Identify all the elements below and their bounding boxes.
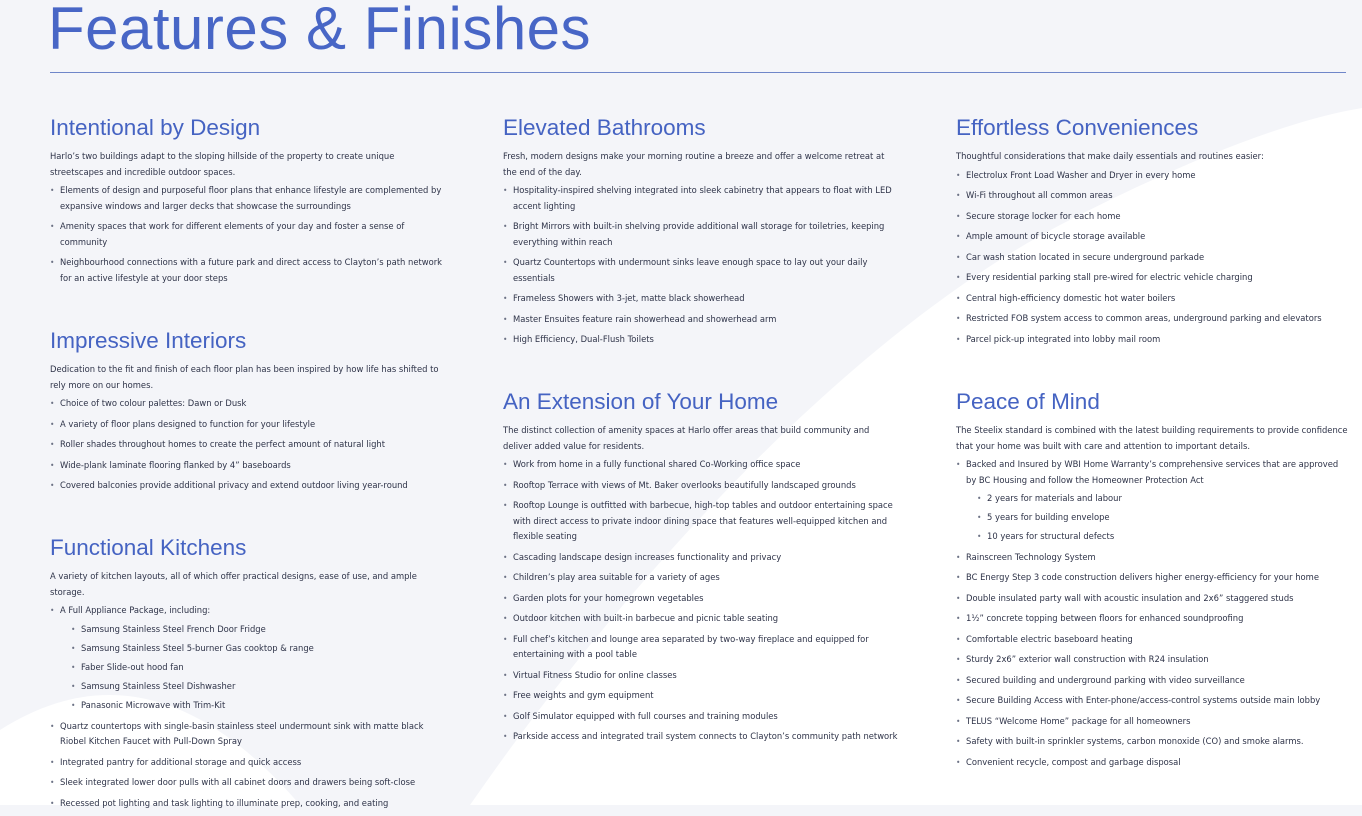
feature-item (503, 498, 898, 545)
feature-item (50, 478, 445, 494)
feature-item (50, 458, 445, 474)
feature-item (503, 312, 893, 328)
feature-item (503, 668, 898, 684)
feature-item-text: Master Ensuites feature rain showerhead and showerhead arm (513, 313, 777, 324)
feature-item-text: Electrolux Front Load Washer and Dryer in every home (966, 169, 1196, 180)
feature-item (50, 719, 450, 750)
feature-item-text: 1½” concrete topping between floors for enhanced soundproofing (966, 613, 1244, 624)
feature-item (50, 775, 450, 791)
feature-item (503, 478, 898, 494)
feature-item-text: Hospitality-inspired shelving integrated into sleek cabinetry that appears to float with LED accent lighting (513, 185, 892, 211)
feature-item (50, 796, 450, 812)
feature-list (956, 457, 1351, 770)
feature-subitem: • 10 years for structural defects (977, 529, 1351, 545)
section-effortless-conveniences (956, 113, 1351, 352)
title-divider (50, 72, 1346, 73)
section-elevated-bathrooms (503, 113, 893, 353)
feature-item (956, 693, 1351, 709)
feature-item (956, 632, 1351, 648)
feature-list (503, 457, 898, 745)
section-impressive-interiors (50, 326, 445, 499)
feature-item (503, 688, 898, 704)
feature-subitem: • Samsung Stainless Steel 5-burner Gas cooktop & range (71, 641, 450, 657)
feature-item (50, 183, 445, 214)
feature-item-text: Central high-efficiency domestic hot water boilers (966, 292, 1176, 303)
feature-item-text: Wi-Fi throughout all common areas (966, 190, 1113, 200)
feature-item (956, 229, 1351, 245)
feature-list (50, 396, 445, 494)
feature-list (50, 603, 450, 811)
feature-item (50, 417, 445, 433)
feature-item-text: Amenity spaces that work for different elements of your day and foster a sense of community (60, 221, 405, 247)
feature-item-text: Sleek integrated lower door pulls with all cabinet doors and drawers being soft-close (60, 777, 416, 788)
feature-item (956, 652, 1351, 668)
section-heading: Elevated Bathrooms (503, 115, 706, 140)
feature-item-text: Sturdy 2x6” exterior wall construction with R24 insulation (966, 654, 1209, 665)
feature-item (50, 603, 450, 714)
feature-item (503, 550, 898, 566)
feature-item-text: Integrated pantry for additional storage and quick access (60, 756, 302, 767)
feature-item-text: Recessed pot lighting and task lighting to illuminate prep, cooking, and eating (60, 797, 389, 808)
feature-item-text: TELUS “Welcome Home” package for all homeowners (966, 715, 1191, 726)
feature-item-text: A Full Appliance Package, including: (60, 605, 211, 615)
feature-item-text: Restricted FOB system access to common areas, underground parking and elevators (966, 313, 1322, 323)
feature-item (956, 734, 1351, 750)
feature-item (956, 755, 1351, 771)
section-peace-of-mind (956, 387, 1351, 775)
feature-item-text: Golf Simulator equipped with full courses and training modules (513, 710, 778, 721)
section-heading: Peace of Mind (956, 389, 1100, 414)
feature-item (956, 209, 1351, 225)
feature-item-text: Work from home in a fully functional shared Co-Working office space (513, 459, 801, 469)
feature-item (503, 183, 893, 214)
feature-item-text: Secure storage locker for each home (966, 210, 1121, 221)
feature-item-text: Garden plots for your homegrown vegetables (513, 592, 704, 603)
feature-list (50, 183, 445, 286)
feature-item (50, 255, 445, 286)
section-intro: A variety of kitchen layouts, all of which offer practical designs, ease of use, and ample storage. (50, 571, 417, 597)
feature-item (50, 396, 445, 412)
feature-item (50, 755, 450, 771)
feature-item-text: Choice of two colour palettes: Dawn or Dusk (60, 398, 247, 408)
feature-list (956, 168, 1351, 348)
feature-item-text: Free weights and gym equipment (513, 690, 654, 700)
feature-item (956, 311, 1351, 327)
feature-item-text: Rooftop Terrace with views of Mt. Baker overlooks beautifully landscaped grounds (513, 479, 856, 490)
feature-item (956, 457, 1351, 545)
section-heading: Effortless Conveniences (956, 115, 1199, 140)
feature-item (956, 270, 1351, 286)
feature-item-text: Outdoor kitchen with built-in barbecue and picnic table seating (513, 613, 779, 623)
feature-item (503, 457, 898, 473)
feature-item (503, 709, 898, 725)
feature-item-text: Convenient recycle, compost and garbage disposal (966, 756, 1181, 767)
feature-item (956, 611, 1351, 627)
feature-item (956, 714, 1351, 730)
feature-item (956, 188, 1351, 204)
feature-item (503, 632, 898, 663)
feature-item (956, 673, 1351, 689)
feature-sublist (966, 491, 1351, 545)
feature-item-text: Cascading landscape design increases functionality and privacy (513, 551, 782, 562)
section-heading: An Extension of Your Home (503, 389, 779, 414)
feature-item-text: Ample amount of bicycle storage available (966, 231, 1146, 241)
feature-item-text: Safety with built-in sprinkler systems, carbon monoxide (CO) and smoke alarms. (966, 736, 1304, 747)
feature-item-text: Parcel pick-up integrated into lobby mail room (966, 333, 1161, 344)
section-functional-kitchens (50, 533, 450, 816)
feature-item-text: Backed and Insured by WBI Home Warranty’s comprehensive services that are approved by BC Housing and follow the Homeowner Protection Act (966, 459, 1339, 485)
feature-item-text: Frameless Showers with 3-jet, matte black showerhead (513, 293, 745, 303)
feature-item (956, 332, 1351, 348)
section-heading: Functional Kitchens (50, 535, 247, 560)
feature-item-text: Rooftop Lounge is outfitted with barbecue, high-top tables and outdoor entertaining space with direct access to private indoor dining space that features well-equipped kitchen and flexible seating (513, 500, 893, 541)
feature-item-text: High Efficiency, Dual-Flush Toilets (513, 334, 654, 344)
section-extension-of-your-home (503, 387, 898, 750)
feature-item-text: Children’s play area suitable for a variety of ages (513, 572, 720, 582)
feature-item (503, 219, 893, 250)
feature-item-text: Full chef’s kitchen and lounge area separated by two-way fireplace and equipped for entertaining with a pool table (513, 633, 869, 659)
feature-item-text: Neighbourhood connections with a future park and direct access to Clayton’s path network for an active lifestyle at your door steps (60, 257, 443, 283)
page-title: Features & Finishes (48, 0, 592, 62)
feature-item-text: Quartz Countertops with undermount sinks leave enough space to lay out your daily essentials (513, 257, 868, 283)
feature-item (503, 729, 898, 745)
feature-item-text: Quartz countertops with single-basin stainless steel undermount sink with matte black Riobel Kitchen Faucet with Pull-Down Spray (60, 720, 424, 747)
feature-item (956, 168, 1351, 184)
feature-item-text: Car wash station located in secure underground parkade (966, 251, 1205, 262)
feature-item-text: Roller shades throughout homes to create the perfect amount of natural light (60, 439, 385, 449)
feature-item (956, 250, 1351, 266)
feature-item-text: Secured building and underground parking with video surveillance (966, 674, 1245, 685)
feature-subitem: • Samsung Stainless Steel French Door Fridge (71, 622, 450, 638)
feature-item (956, 591, 1351, 607)
feature-item (503, 255, 893, 286)
feature-item (503, 570, 898, 586)
feature-item-text: Rainscreen Technology System (966, 551, 1096, 562)
feature-item-text: Parkside access and integrated trail system connects to Clayton’s community path network (513, 731, 898, 741)
feature-subitem: • Samsung Stainless Steel Dishwasher (71, 679, 450, 695)
feature-subitem: • 5 years for building envelope (977, 510, 1351, 526)
feature-item (956, 570, 1351, 586)
feature-item-text: Covered balconies provide additional privacy and extend outdoor living year-round (60, 480, 408, 490)
section-heading: Impressive Interiors (50, 328, 247, 353)
feature-item (503, 332, 893, 348)
feature-item-text: Elements of design and purposeful floor plans that enhance lifestyle are complemented by expansive windows and larger decks that showcase the surroundings (60, 185, 442, 211)
feature-item (956, 550, 1351, 566)
section-intro: Harlo’s two buildings adapt to the sloping hillside of the property to create unique streetscapes and incredible outdoor spaces. (50, 151, 395, 177)
section-intentional-by-design (50, 113, 445, 291)
section-intro: The distinct collection of amenity spaces at Harlo offer areas that build community and deliver added value for residents. (503, 425, 870, 451)
feature-item (50, 437, 445, 453)
feature-item (503, 611, 898, 627)
feature-item-text: Virtual Fitness Studio for online classes (513, 669, 677, 680)
feature-item-text: BC Energy Step 3 code construction delivers higher energy-efficiency for your home (966, 572, 1319, 583)
feature-subitem: • 2 years for materials and labour (977, 491, 1351, 507)
feature-item-text: Bright Mirrors with built-in shelving provide additional wall storage for toiletries, keeping everything within reach (513, 221, 885, 247)
feature-item (503, 291, 893, 307)
feature-item-text: A variety of floor plans designed to function for your lifestyle (60, 418, 316, 429)
section-intro: Dedication to the fit and finish of each floor plan has been inspired by how life has shifted to rely more on our homes. (50, 364, 439, 390)
feature-subitem: • Panasonic Microwave with Trim-Kit (71, 698, 450, 714)
feature-item-text: Wide-plank laminate flooring flanked by 4” baseboards (60, 459, 291, 470)
section-intro: Thoughtful considerations that make daily essentials and routines easier: (956, 151, 1264, 161)
feature-item-text: Double insulated party wall with acoustic insulation and 2x6” staggered studs (966, 592, 1294, 603)
section-heading: Intentional by Design (50, 115, 261, 140)
feature-list (503, 183, 893, 348)
feature-item (956, 291, 1351, 307)
feature-item-text: Secure Building Access with Enter-phone/access-control systems outside main lobby (966, 695, 1321, 706)
section-intro: Fresh, modern designs make your morning routine a breeze and offer a welcome retreat at the end of the day. (503, 151, 885, 177)
feature-subitem: • Faber Slide-out hood fan (71, 660, 450, 676)
feature-item (50, 219, 445, 250)
feature-item-text: Comfortable electric baseboard heating (966, 633, 1133, 644)
section-intro: The Steelix standard is combined with the latest building requirements to provide confidence that your home was built with care and attention to important details. (956, 425, 1348, 451)
feature-item (503, 591, 898, 607)
feature-sublist (60, 622, 450, 714)
feature-item-text: Every residential parking stall pre-wired for electric vehicle charging (966, 272, 1253, 282)
